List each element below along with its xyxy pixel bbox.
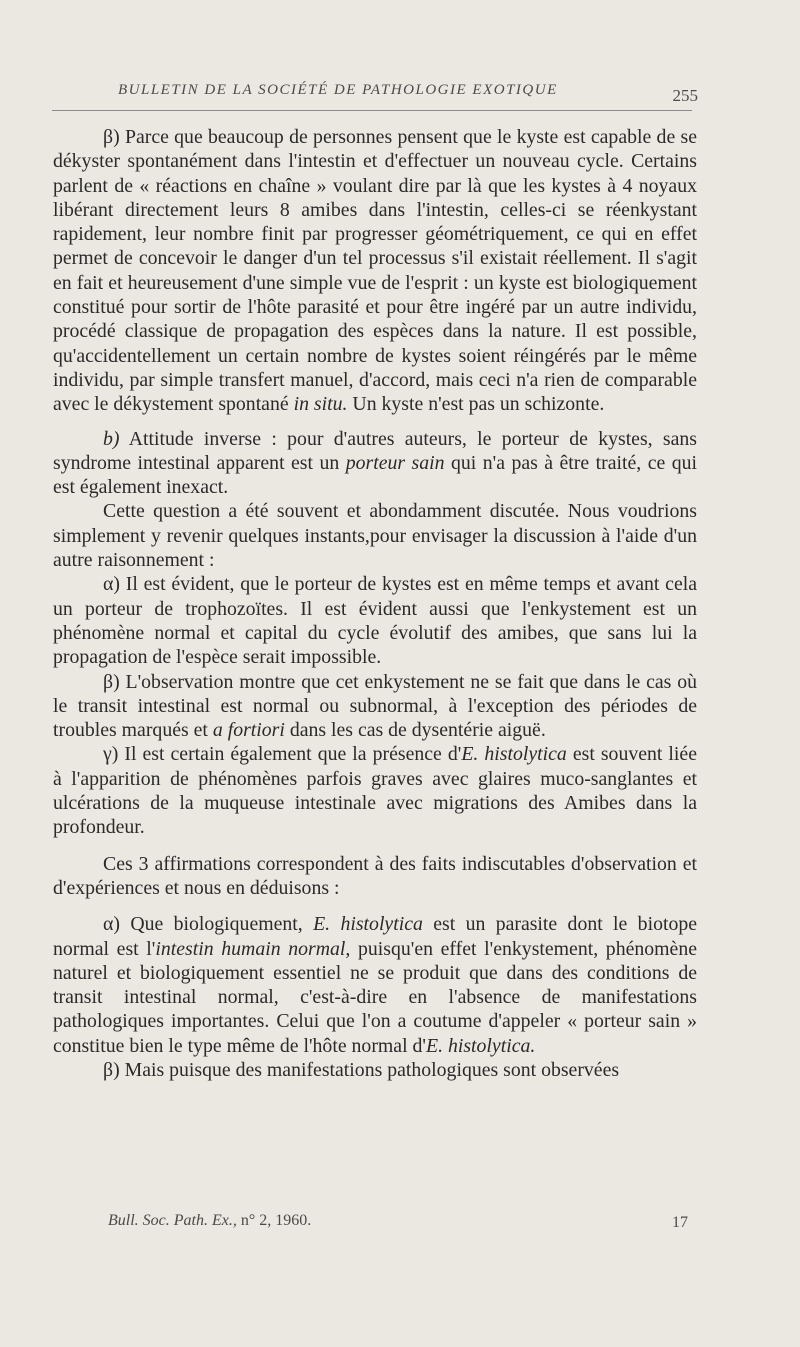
paragraph-text: Attitude inverse : pour d'autres auteurs, le porteur de kystes, sans syndrome intestinal apparent est un	[53, 427, 698, 474]
page-footer	[108, 1212, 708, 1230]
footer-citation: Bull. Soc. Path. Ex.,	[108, 1212, 237, 1229]
list-marker: γ)	[103, 743, 119, 766]
paragraph-text: L'observation montre que cet enkystement ne se fait que dans le cas où le transit intestinal est normal ou subnormal, à l'exception des périodes de troubles marqués et	[53, 670, 697, 742]
list-marker: β)	[103, 1058, 120, 1081]
paragraph-text: Il est certain également que la présence d'	[124, 743, 462, 766]
paragraph-text: Parce que beaucoup de personnes pensent que le kyste est capable de se dékyster spontanément dans l'intestin et d'effectuer un nouveau cycle. Certains parlent de « réactions en chaîne » voulant dire par là que les kystes à 4 noyaux libérant directement leurs 8 amibes dans l'intestin, celles-ci se réenkystant rapidement, leur nombre finit par progresser géométriquement, ce qui en effet permet de concevoir le danger d'un tel processus s'il existait réellement. Il s'agit en fait et heureusement d'une simple vue de l'esprit : un kyste est biologiquement constitué pour sortir de l'hôte parasité et pour être ingéré par un autre individu, procédé classique de propagation des espèces dans la nature. Il est possible, qu'accidentellement un certain nombre de kystes soient réingérés par le même individu, par simple transfert manuel, d'accord, mais ceci n'a rien de comparable avec le dékystement spontané	[53, 126, 697, 416]
list-marker: β)	[103, 126, 120, 148]
italic-text: in situ.	[293, 393, 348, 416]
running-header	[118, 82, 698, 105]
italic-text: E. histolytica	[461, 743, 567, 766]
list-marker: α)	[103, 573, 120, 596]
italic-text: E. histolytica	[313, 913, 423, 936]
paragraph-text: qui n'a pas à être traité, ce qui est également inexact.	[53, 451, 697, 499]
italic-text: intestin humain normal,	[155, 937, 351, 960]
italic-text: a fortiori	[212, 719, 285, 742]
paragraph-text: Mais puisque des manifestations pathologiques sont observées	[124, 1058, 620, 1081]
list-marker: b)	[103, 427, 120, 450]
paragraph-text: Cette question a été souvent et abondamment discutée. Nous voudrions simplement y revenir quelques instants,pour envisager la discussion à l'aide d'un autre raisonnement :	[53, 500, 697, 572]
paragraph	[53, 572, 697, 669]
paragraph	[53, 670, 697, 743]
paragraph-text: puisqu'en effet l'enkystement, phénomène naturel et biologiquement essentiel ne se produit que dans des conditions de transit intestinal normal, c'est-à-dire en l'absence de manifestations pathologiques importantes. Celui que l'on a coutume d'appeler « porteur sain » constitue bien le type même de l'hôte normal d'	[53, 937, 697, 1057]
paragraph	[53, 125, 697, 417]
paragraph	[53, 427, 697, 500]
paragraph-text: Il est évident, que le porteur de kystes est en même temps et avant cela un porteur de trophozoïtes. Il est évident aussi que l'enkystement est un phénomène normal et capital du cycle évolutif des amibes, que sans lui la propagation de l'espèce serait impossible.	[53, 573, 698, 669]
paragraph	[53, 1058, 697, 1082]
paragraph-text: Un kyste n'est pas un schizonte.	[352, 393, 605, 416]
paragraph-text: est un parasite dont le biotope normal est l'	[53, 913, 698, 960]
italic-text: E. histolytica.	[425, 1034, 536, 1057]
list-marker: β)	[103, 670, 120, 693]
paragraph	[53, 742, 697, 839]
page-number: 255	[672, 86, 698, 105]
paragraph	[53, 852, 697, 901]
paragraph-text: dans les cas de dysentérie aiguë.	[289, 719, 546, 742]
italic-text: porteur sain	[345, 451, 445, 474]
paragraph-text: Que biologiquement,	[130, 913, 303, 936]
body-text	[53, 125, 697, 1082]
paragraph-text: Ces 3 affirmations correspondent à des faits indiscutables d'observation et d'expériences et nous en déduisons :	[53, 852, 697, 899]
paragraph	[53, 499, 697, 572]
footer-issue: n° 2, 1960.	[240, 1212, 312, 1229]
journal-title: BULLETIN DE LA SOCIÉTÉ DE PATHOLOGIE EXOTIQUE	[118, 82, 558, 98]
paragraph-text: est souvent liée à l'apparition de phénomènes parfois graves avec glaires muco-sanglantes et ulcérations de la muqueuse intestinale avec migrations des Amibes dans la profondeur.	[53, 743, 697, 839]
list-marker: α)	[103, 913, 120, 936]
signature-mark: 17	[672, 1214, 688, 1231]
header-rule	[52, 110, 692, 111]
paragraph	[53, 912, 697, 1058]
